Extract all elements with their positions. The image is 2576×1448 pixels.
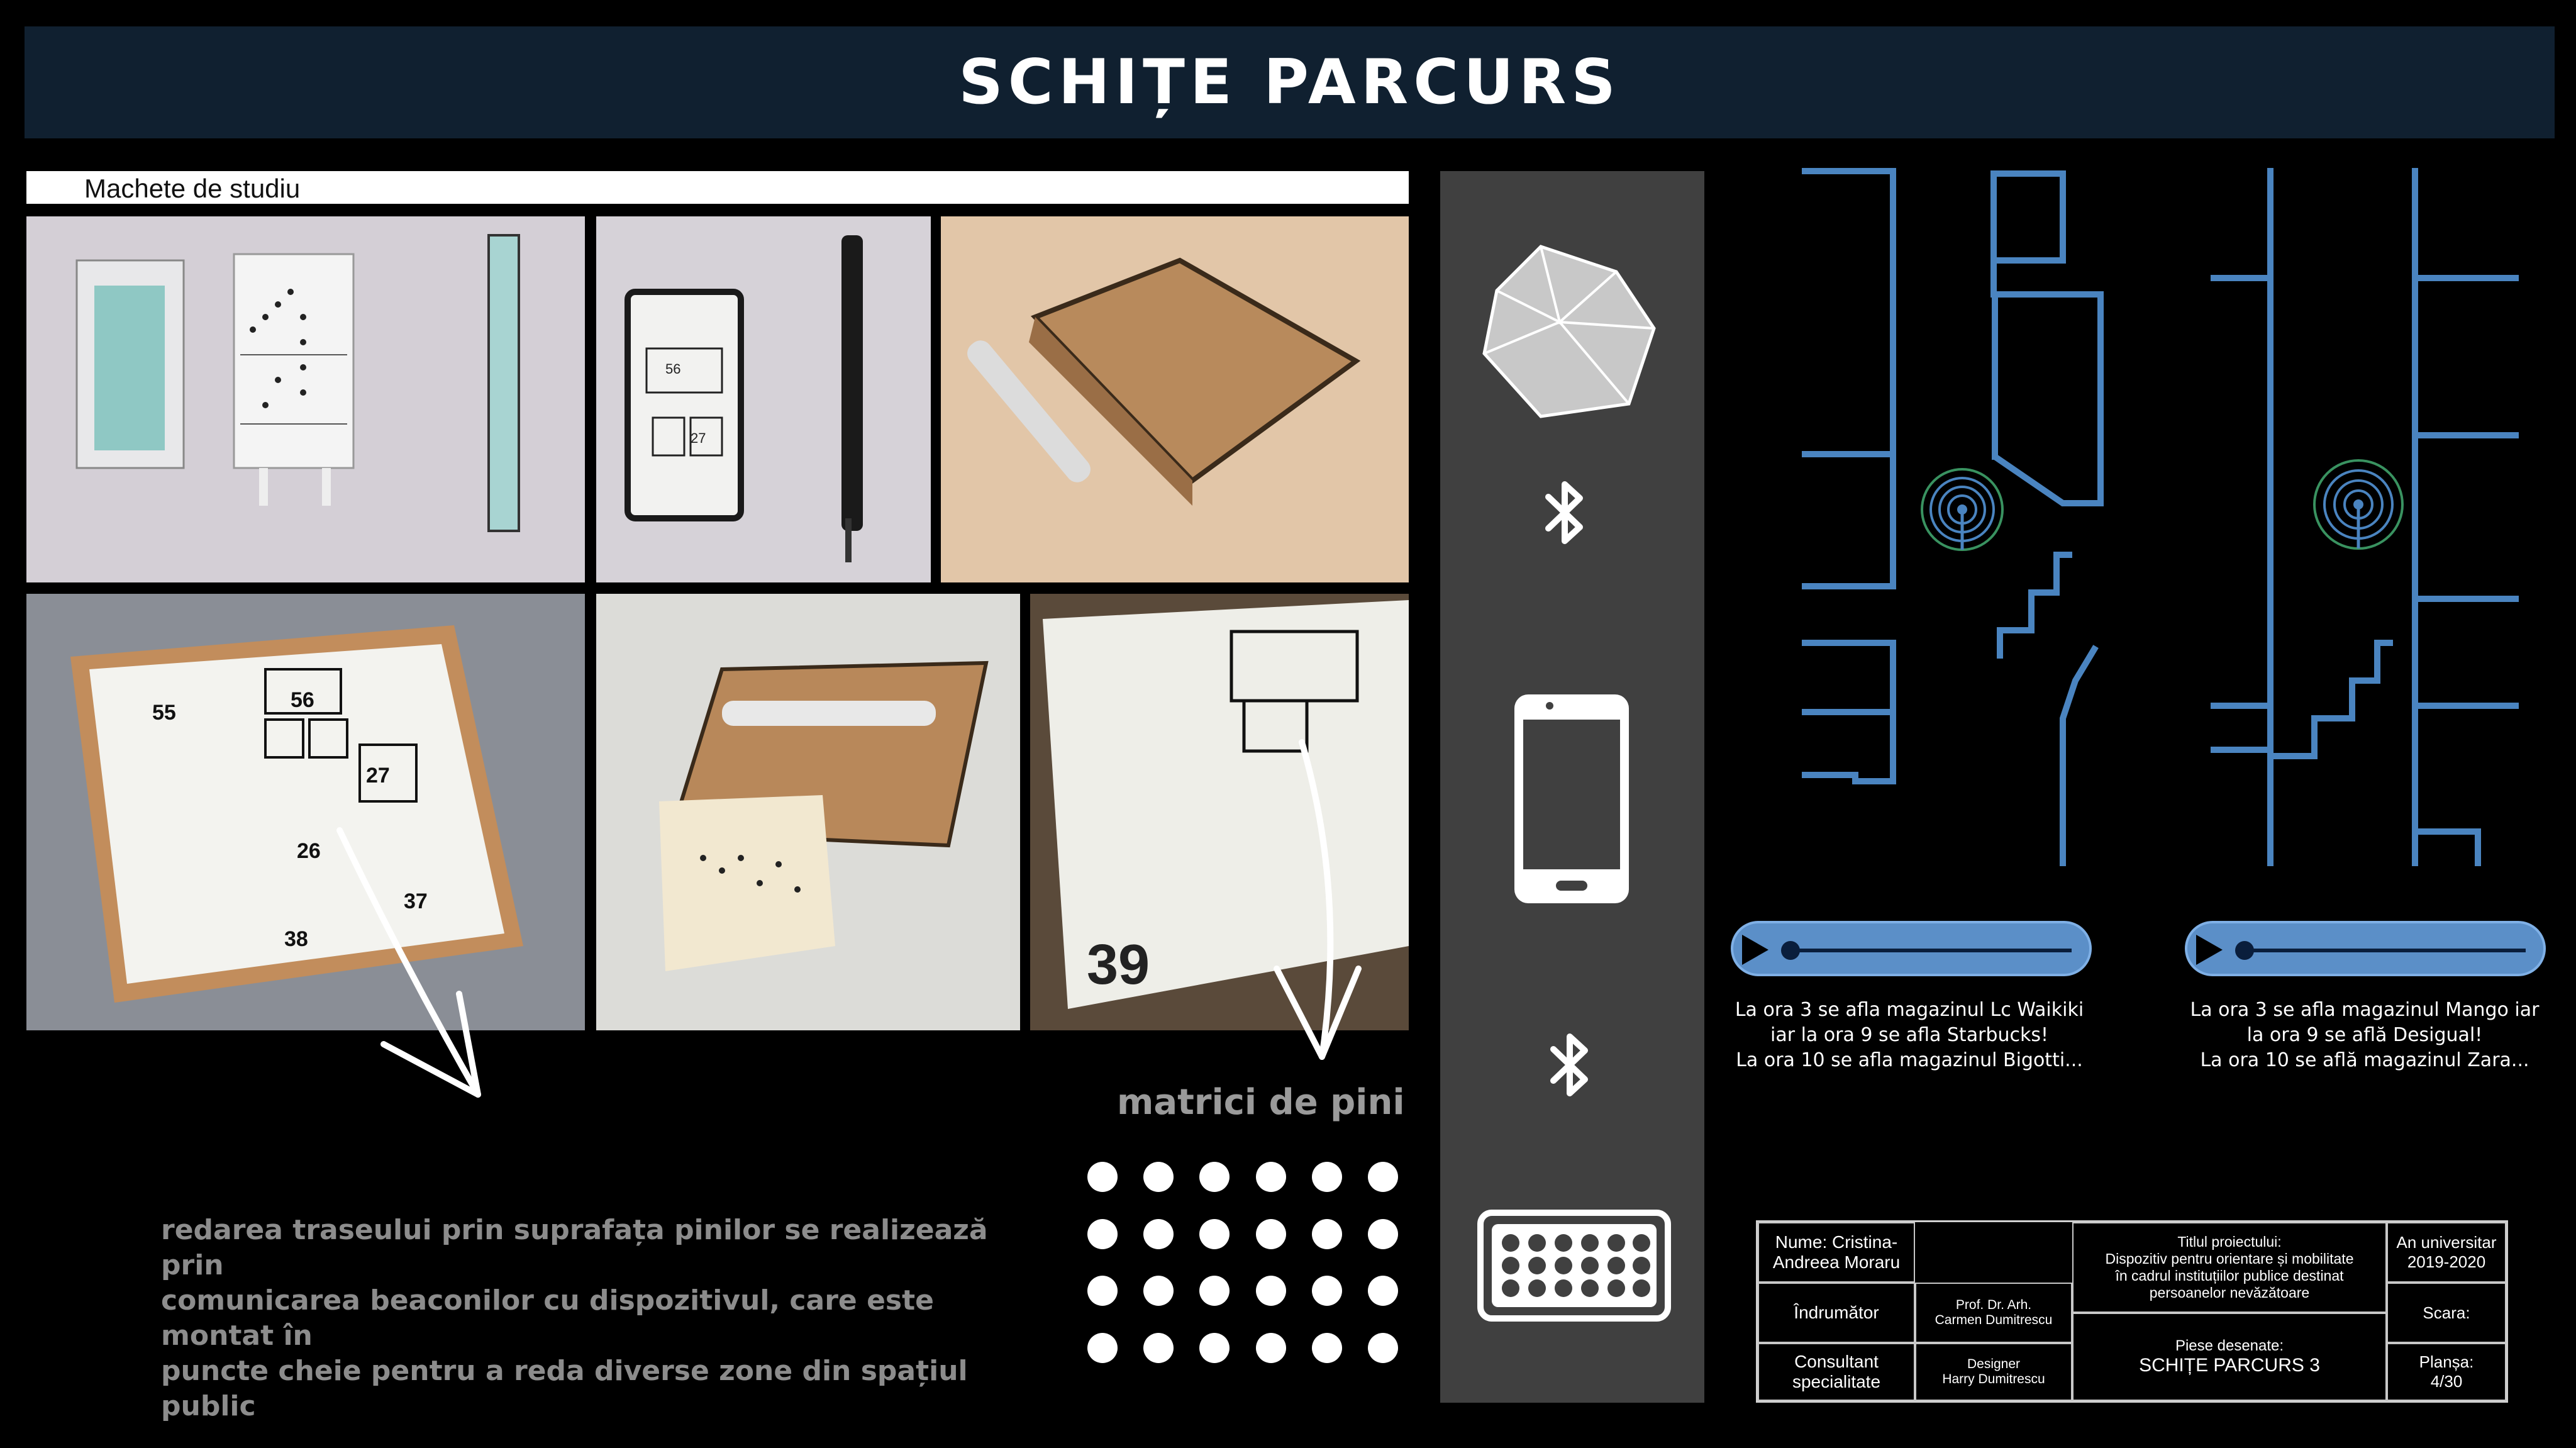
- svg-text:56: 56: [665, 361, 681, 377]
- pin-dot: [1087, 1162, 1118, 1192]
- year-label: An universitar: [2396, 1233, 2497, 1252]
- audio-caption-left: [1721, 998, 2098, 1073]
- pin-dot: [1143, 1162, 1174, 1192]
- project-title: persoanelor nevăzătoare: [2149, 1284, 2310, 1301]
- description-line: puncte cheie pentru a reda diverse zone din spațiul public: [161, 1355, 968, 1422]
- pin-dot: [1368, 1219, 1398, 1249]
- pin-matrix-icon: [1477, 1209, 1672, 1322]
- device-flow-column: [1440, 171, 1704, 1403]
- pin-dot: [1368, 1276, 1398, 1306]
- route-description: [161, 1213, 1041, 1424]
- drawing-name-cell: [2072, 1313, 2387, 1401]
- polyhedron-icon: [1472, 234, 1660, 423]
- title-block: [1756, 1220, 2508, 1403]
- pin-dot: [1143, 1219, 1174, 1249]
- consultant-label: specialitate: [1792, 1372, 1881, 1391]
- bluetooth-icon: [1548, 1030, 1592, 1100]
- sheet-cell: [2387, 1343, 2506, 1401]
- project-title: în cadrul instituțiilor publice destinat: [2115, 1267, 2344, 1284]
- study-models-bar: [26, 171, 1409, 204]
- pin-dot: [1087, 1333, 1118, 1363]
- pin-dot: [1087, 1276, 1118, 1306]
- caption-line: La ora 3 se afla magazinul Lc Waikiki: [1735, 999, 2084, 1021]
- indrumator-name: Prof. Dr. Arh.: [1955, 1298, 2032, 1312]
- pin-dot: [1312, 1162, 1342, 1192]
- route-plan-left: [1799, 165, 2126, 869]
- drawing-label: Piese desenate:: [2175, 1337, 2284, 1354]
- drawing-name: SCHIȚE PARCURS 3: [2139, 1355, 2320, 1376]
- svg-text:27: 27: [691, 430, 706, 446]
- svg-text:38: 38: [284, 927, 308, 951]
- scale-cell: [2387, 1283, 2506, 1343]
- svg-text:56: 56: [291, 688, 314, 712]
- audio-knob[interactable]: [2235, 941, 2254, 960]
- pin-dot: [1256, 1276, 1286, 1306]
- audio-track[interactable]: [2240, 949, 2526, 952]
- svg-text:26: 26: [297, 839, 321, 863]
- designer-label: Designer: [1967, 1357, 2021, 1371]
- bluetooth-icon: [1543, 478, 1587, 547]
- description-line: comunicarea beaconilor cu dispozitivul, care este montat în: [161, 1284, 934, 1352]
- caption-line: La ora 3 se afla magazinul Mango iar: [2190, 999, 2540, 1021]
- photo-wood-box: [941, 216, 1409, 582]
- pin-dot: [1199, 1162, 1230, 1192]
- indrumator-name-cell: [1915, 1283, 2072, 1343]
- indrumator-label-cell: [1758, 1283, 1915, 1343]
- pin-dot: [1087, 1219, 1118, 1249]
- photo-roller-device: [596, 594, 1020, 1030]
- pin-dot: [1256, 1219, 1286, 1249]
- arrow-right: [1264, 730, 1390, 1082]
- sheet-label: Planșa:: [2419, 1352, 2474, 1371]
- year-cell: [2387, 1222, 2506, 1283]
- pin-dot: [1256, 1162, 1286, 1192]
- audio-track[interactable]: [1786, 949, 2072, 952]
- svg-text:39: 39: [1087, 933, 1150, 996]
- pin-dot: [1312, 1333, 1342, 1363]
- study-models-label: Machete de studiu: [84, 174, 301, 203]
- author-name: Nume: Cristina-Andreea Moraru: [1772, 1232, 1901, 1272]
- svg-text:27: 27: [366, 764, 390, 788]
- indrumator-label: Îndrumător: [1794, 1303, 1879, 1322]
- arrow-left: [327, 818, 503, 1120]
- photo-braille-cassette: [596, 216, 931, 582]
- description-line: redarea traseului prin suprafața pinilor se realizează prin: [161, 1214, 988, 1281]
- pin-dot: [1312, 1219, 1342, 1249]
- pin-dot: [1143, 1333, 1174, 1363]
- caption-line: la ora 9 se află Desigual!: [2246, 1024, 2483, 1046]
- pin-dot: [1199, 1219, 1230, 1249]
- designer-name: Harry Dumitrescu: [1942, 1372, 2045, 1386]
- pin-matrix-label: matrici de pini: [1117, 1082, 1405, 1123]
- consultant-label: Consultant: [1794, 1352, 1879, 1371]
- consultant-label-cell: [1758, 1343, 1915, 1401]
- pin-dot: [1199, 1276, 1230, 1306]
- name-cell: [1758, 1222, 1915, 1283]
- year-value: 2019-2020: [2407, 1252, 2486, 1271]
- audio-knob[interactable]: [1781, 941, 1800, 960]
- pin-dot: [1368, 1333, 1398, 1363]
- project-title-cell: [2072, 1222, 2387, 1313]
- page-title: SCHIȚE PARCURS: [958, 47, 1621, 118]
- play-icon[interactable]: [2196, 935, 2223, 965]
- pin-matrix-dots: [1074, 1149, 1411, 1376]
- photo-study-frames: [26, 216, 585, 582]
- audio-player-left[interactable]: [1731, 921, 2092, 976]
- caption-line: La ora 10 se află magazinul Zara...: [2200, 1049, 2529, 1071]
- smartphone-icon: [1512, 692, 1631, 906]
- caption-line: La ora 10 se afla magazinul Bigotti...: [1736, 1049, 2083, 1071]
- project-title: Dispozitiv pentru orientare și mobilitate: [2105, 1250, 2354, 1267]
- audio-caption-right: [2176, 998, 2553, 1073]
- project-title-label: Titlul proiectului:: [2177, 1234, 2282, 1250]
- pin-dot: [1199, 1333, 1230, 1363]
- scale-label: Scara:: [2423, 1303, 2470, 1322]
- pin-dot: [1312, 1276, 1342, 1306]
- pin-dot: [1256, 1333, 1286, 1363]
- audio-player-right[interactable]: [2185, 921, 2546, 976]
- designer-cell: [1915, 1343, 2072, 1401]
- svg-text:55: 55: [152, 701, 176, 725]
- svg-text:37: 37: [404, 889, 428, 913]
- sheet-number: 4/30: [2430, 1372, 2463, 1391]
- pin-dot: [1143, 1276, 1174, 1306]
- page-header: [25, 26, 2555, 138]
- play-icon[interactable]: [1742, 935, 1768, 965]
- indrumator-name: Carmen Dumitrescu: [1935, 1313, 2053, 1327]
- route-plan-right: [2207, 165, 2534, 869]
- caption-line: iar la ora 9 se afla Starbucks!: [1770, 1024, 2048, 1046]
- pin-dot: [1368, 1162, 1398, 1192]
